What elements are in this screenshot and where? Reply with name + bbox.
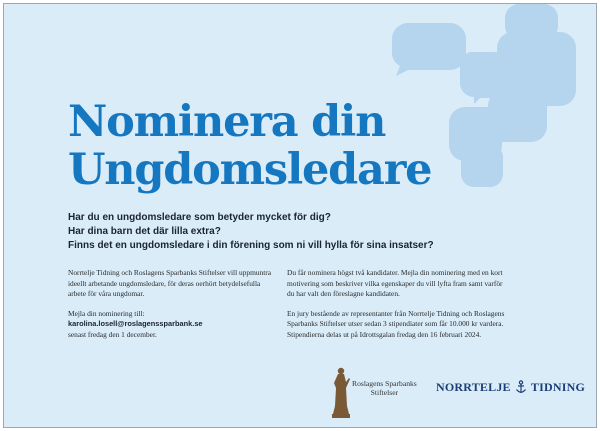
mail-label: Mejla din nominering till: bbox=[68, 308, 145, 318]
question-item: Har dina barn det där lilla extra? bbox=[68, 226, 221, 237]
speech-bubble-shape bbox=[461, 144, 503, 187]
newspaper-logo bbox=[436, 380, 585, 395]
advertisement bbox=[3, 3, 597, 428]
sparbank-logo bbox=[330, 366, 417, 420]
question-item: Har du en ungdomsledare som betyder mycket för dig? bbox=[68, 212, 331, 223]
anchor-emblem-icon bbox=[515, 380, 527, 394]
question-item: Finns det en ungdomsledare i din förening som ni vill hylla för sina insatser? bbox=[68, 240, 434, 251]
sparbank-name-line-2: Stiftelser bbox=[370, 388, 399, 397]
jury-text: En jury bestående av representanter från Norrtelje Tidning och Roslagens Sparbanks Stiftelser utser sedan 3 stipendiater som får 10.000 kr vardera. Stipendierna delas ut på Idrottsgalan fredag den 16 februari 2024. bbox=[287, 308, 505, 339]
page-title bbox=[68, 98, 431, 194]
intro-text: Norrtelje Tidning och Roslagens Sparbanks Stiftelser vill uppmuntra ideellt arbetande ungdomsledare, för deras oerhört betydelsefulla arbete för våra ungdomar. bbox=[68, 268, 272, 299]
sparbank-name-line-1: Roslagens Sparbanks bbox=[352, 379, 417, 388]
newspaper-name-part-2: TIDNING bbox=[530, 380, 585, 394]
deadline-text: senast fredag den 1 december. bbox=[68, 329, 157, 339]
newspaper-name-part-1: NORRTELJE bbox=[436, 380, 511, 394]
sparbank-name bbox=[352, 379, 417, 397]
email-link[interactable]: karolina.losell@roslagenssparbank.se bbox=[68, 319, 203, 329]
headline-line-1: Nominera din bbox=[68, 97, 386, 147]
headline-line-2: Ungdomsledare bbox=[68, 145, 432, 195]
question-list bbox=[68, 211, 434, 253]
speech-bubble-shape bbox=[392, 23, 466, 76]
rules-text: Du får nominera högst två kandidater. Mejla din nominering med en kort motivering som beskriver vilka egenskaper du vill lyfta fram samt varför du har valt den föreslagne kandidaten. bbox=[287, 268, 503, 299]
right-column bbox=[287, 268, 505, 350]
statue-icon bbox=[330, 366, 352, 420]
left-column bbox=[68, 268, 273, 341]
